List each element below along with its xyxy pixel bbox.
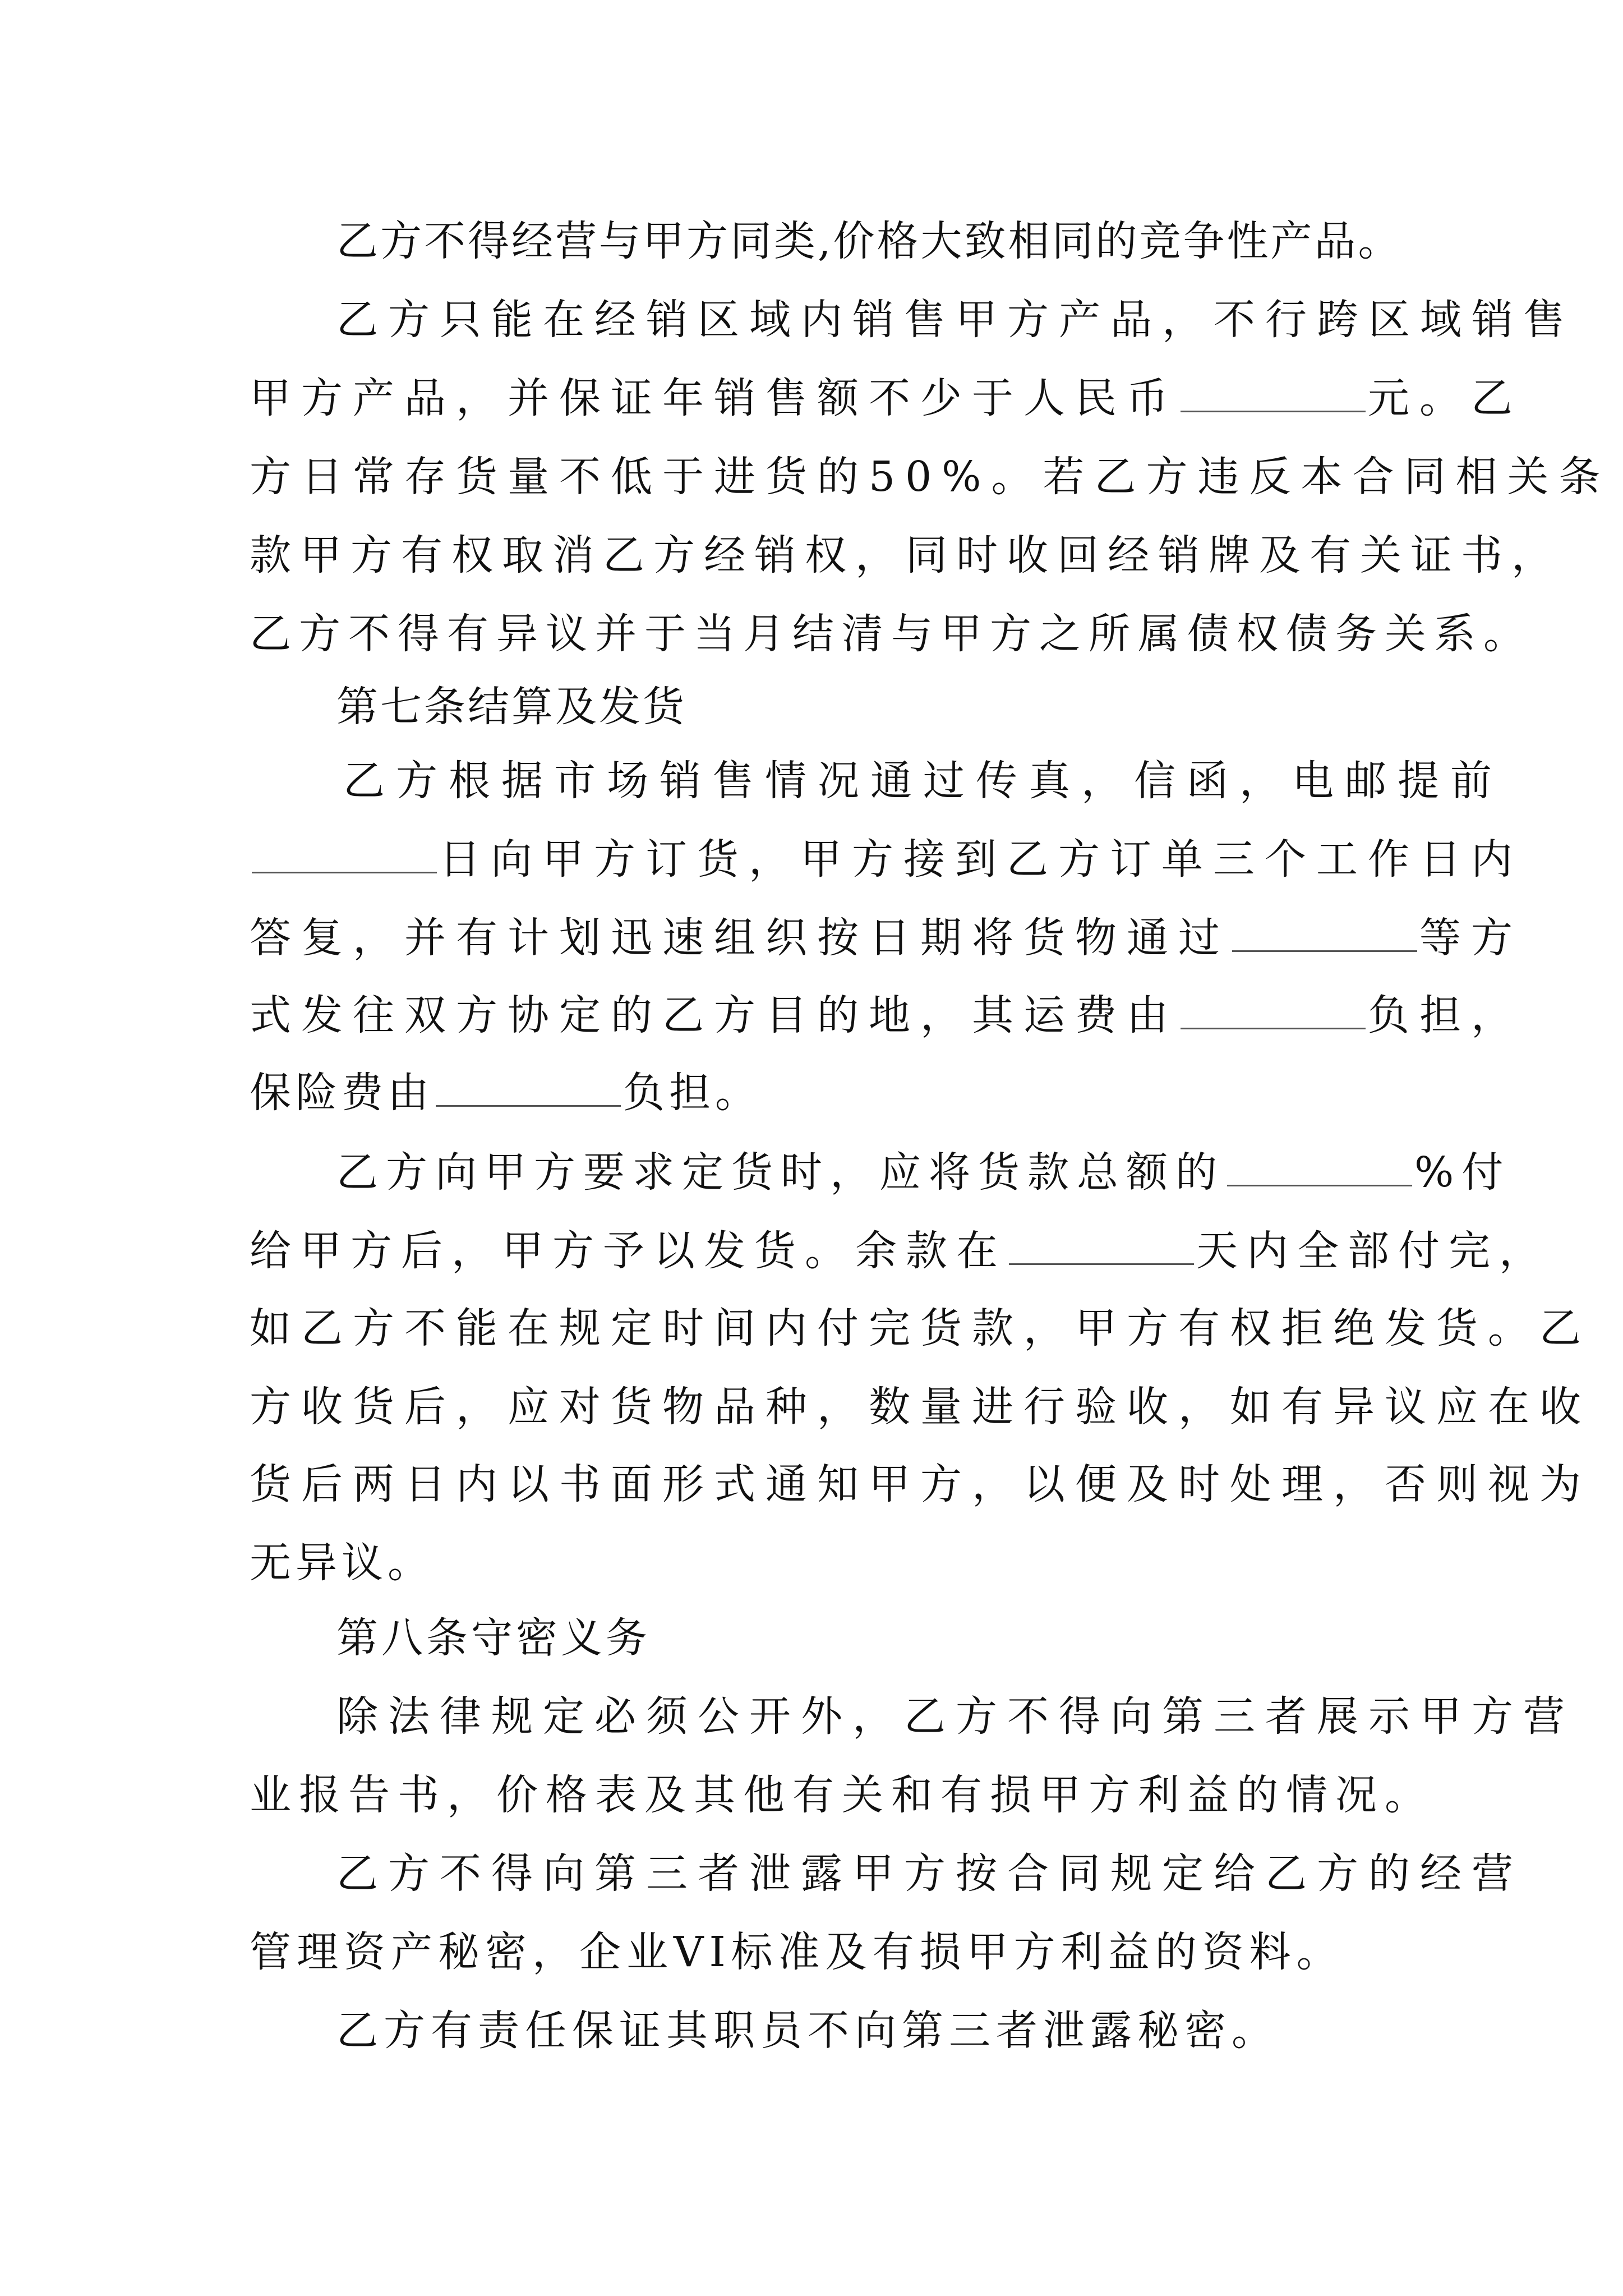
text-line: [250, 899, 1523, 977]
fill-in-blank: [252, 838, 437, 873]
section-heading: 第七条结算及发货: [336, 683, 686, 731]
text-segment: 天内全部付完，: [1196, 1227, 1550, 1275]
text-line: 款甲方有权取消乙方经销权，同时收回经销牌及有关证书，: [250, 531, 1562, 579]
text-segment: 保险费由: [250, 1069, 434, 1117]
text-line: 乙方不得经营与甲方同类,价格大致相同的竞争性产品。: [336, 217, 1402, 265]
text-line: 如乙方不能在规定时间内付完货款，甲方有权拒绝发货。乙: [250, 1304, 1591, 1352]
text-segment: %付: [1414, 1148, 1511, 1197]
fill-in-blank: [1227, 1151, 1412, 1186]
fill-in-blank: [1009, 1230, 1194, 1265]
fill-in-blank: [1232, 917, 1417, 952]
text-line: [250, 820, 1523, 899]
text-line: [336, 1133, 1511, 1212]
text-line: 货后两日内以书面形式通知甲方，以便及时处理，否则视为: [250, 1460, 1591, 1508]
text-segment: 甲方产品，并保证年销售额不少于人民币: [250, 374, 1178, 422]
text-line: 乙方不得向第三者泄露甲方按合同规定给乙方的经营: [336, 1849, 1523, 1898]
fill-in-blank: [1181, 377, 1366, 412]
text-line: 乙方只能在经销区域内销售甲方产品，不行跨区域销售: [336, 296, 1575, 344]
text-segment: 给甲方后，甲方予以发货。余款在: [250, 1227, 1007, 1275]
text-segment: 负担。: [623, 1069, 761, 1117]
text-line: 业报告书，价格表及其他有关和有损甲方利益的情况。: [250, 1771, 1434, 1819]
text-line: 无异议。: [250, 1539, 434, 1587]
text-line: 乙方有责任保证其职员不向第三者泄露秘密。: [336, 2007, 1279, 2055]
text-segment: 负担，: [1368, 991, 1523, 1039]
text-segment: 日向甲方订货，甲方接到乙方订单三个工作日内: [439, 835, 1523, 884]
text-line: [250, 1212, 1550, 1290]
text-segment: 式发往双方协定的乙方目的地，其运费由: [250, 991, 1178, 1039]
fill-in-blank: [436, 1071, 621, 1107]
text-segment: 等方: [1419, 914, 1523, 962]
text-segment: 答复，并有计划迅速组织按日期将货物通过: [250, 914, 1230, 962]
fill-in-blank: [1181, 994, 1366, 1029]
section-heading: 第八条守密义务: [336, 1614, 651, 1662]
text-line: 方日常存货量不低于进货的50%。若乙方违反本合同相关条: [250, 453, 1611, 501]
text-line: [250, 1053, 761, 1132]
text-line: 除法律规定必须公开外，乙方不得向第三者展示甲方营: [336, 1692, 1575, 1741]
text-line: [250, 359, 1523, 438]
text-line: 乙方根据市场销售情况通过传真，信函，电邮提前: [343, 757, 1503, 805]
text-segment: 乙方向甲方要求定货时，应将货款总额的: [336, 1148, 1225, 1197]
text-line: 方收货后，应对货物品种，数量进行验收，如有异议应在收: [250, 1383, 1591, 1431]
text-line: [250, 976, 1523, 1055]
text-segment: 元。乙: [1368, 374, 1523, 422]
text-line: 乙方不得有异议并于当月结清与甲方之所属债权债务关系。: [250, 610, 1533, 658]
text-line: 管理资产秘密，企业VI标准及有损甲方利益的资料。: [250, 1928, 1344, 1976]
